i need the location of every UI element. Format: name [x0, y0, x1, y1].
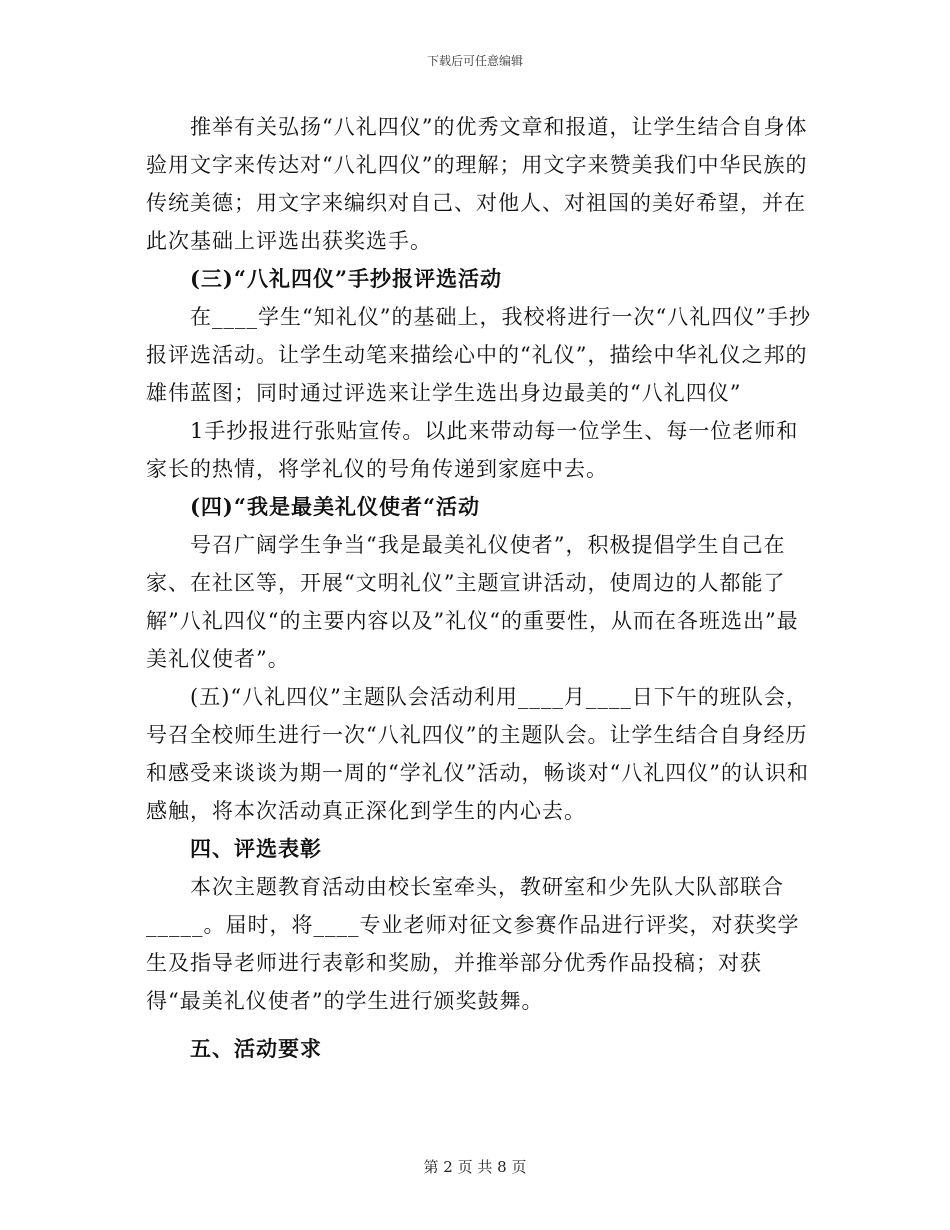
paragraph-class-meeting: (五)“八礼四仪”主题队会活动利用____月____日下午的班队会，号召全校师生进行一次“八礼四仪”的主题队会。让学生结合自身经历和感受来谈谈为期一周的“学礼仪”活动，畅谈对“八礼四仪”的认识和感触，将本次活动真正深化到学生的内心去。 — [146, 685, 809, 823]
heading-requirements: 五、活动要求 — [190, 1036, 322, 1061]
paragraph-poster-contest: 在____学生“知礼仪”的基础上，我校将进行一次“八礼四仪”手抄报评选活动。让学生动笔来描绘心中的“礼仪”，描绘中华礼仪之邦的雄伟蓝图；同时通过评选来让学生选出身边最美的“八礼四仪” — [146, 305, 811, 405]
page-number: 第 2 页 共 8 页 — [423, 1158, 527, 1176]
document-body — [146, 108, 814, 1068]
paragraph-awards: 本次主题教育活动由校长室牵头，教研室和少先队大队部联合_____。届时，将____专业老师对征文参赛作品进行评奖，对获奖学生及指导老师进行表彰和奖励，并推举部分优秀作品投稿；对获得“最美礼仪使者”的学生进行颁奖鼓舞。 — [146, 875, 800, 1013]
paragraph-etiquette-ambassador: 号召广阔学生争当“我是最美礼仪使者”，积极提倡学生自己在家、在社区等，开展“文明礼仪”主题宣讲活动，使周边的人都能了解”八礼四仪“的主要内容以及”礼仪“的重要性，从而在各班选出”最美礼仪使者”。 — [146, 533, 799, 671]
page-header: 下载后可任意编辑 — [426, 54, 523, 68]
heading-etiquette-ambassador: (四)“我是最美礼仪使者“活动 — [190, 494, 481, 519]
paragraph-poster-display: 1手抄报进行张贴宣传。以此来带动每一位学生、每一位老师和家长的热情，将学礼仪的号角传递到家庭中去。 — [146, 419, 799, 481]
heading-poster-contest: (三)“八礼四仪”手抄报评选活动 — [190, 266, 503, 291]
paragraph-essay-selection: 推举有关弘扬“八礼四仪”的优秀文章和报道，让学生结合自身体验用文字来传达对“八礼四仪”的理解；用文字来赞美我们中华民族的传统美德；用文字来编织对自己、对他人、对祖国的美好希望，并在此次基础上评选出获奖选手。 — [146, 115, 808, 253]
heading-awards: 四、评选表彰 — [190, 836, 322, 861]
